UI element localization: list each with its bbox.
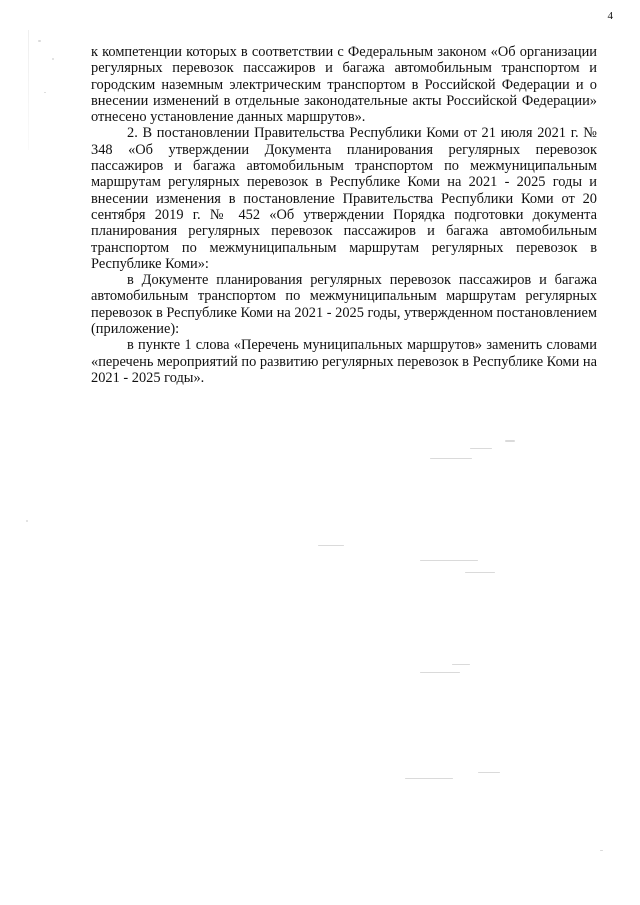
scan-speck bbox=[505, 440, 515, 442]
paragraph-continuation: к компетенции которых в соответствии с Федеральным законом «Об организации регулярных перевозок пассажиров и багажа автомобильным транспортом и городским наземным электрическим транспортом в Российской Федерации и о внесении изменений в отдельные законодательные акты Российской Федерации» отнесено установление данных маршрутов». bbox=[91, 44, 597, 126]
page-number: 4 bbox=[607, 10, 613, 22]
scan-speck bbox=[430, 458, 472, 459]
scan-margin-shadow bbox=[28, 30, 29, 150]
scan-speck bbox=[600, 850, 603, 851]
document-body bbox=[91, 44, 597, 386]
paragraph-item-2: 2. В постановлении Правительства Республики Коми от 21 июля 2021 г. № 348 «Об утверждении Документа планирования регулярных перевозок пассажиров и багажа автомобильным транспортом по межмуниципальным маршрутам регулярных перевозок в Республике Коми на 2021 - 2025 годы и внесении изменения в постановление Правительства Республики Коми от 20 сентября 2019 г. № 452 «Об утверждении Порядка подготовки документа планирования регулярных перевозок пассажиров и багажа автомобильным транспортом по межмуниципальным маршрутам регулярных перевозок в Республике Коми»: bbox=[91, 125, 597, 272]
paragraph-document-planning: в Документе планирования регулярных перевозок пассажиров и багажа автомобильным транспортом по межмуниципальным маршрутам регулярных перевозок в Республике Коми на 2021 - 2025 годы, утвержденном постановлением (приложение): bbox=[91, 272, 597, 338]
scan-speck bbox=[470, 448, 492, 449]
scan-speck bbox=[38, 40, 41, 42]
scan-speck bbox=[465, 572, 495, 573]
scan-speck bbox=[405, 778, 453, 779]
scan-speck bbox=[318, 545, 344, 546]
paragraph-point-1: в пункте 1 слова «Перечень муниципальных маршрутов» заменить словами «перечень мероприятий по развитию регулярных перевозок в Республике Коми на 2021 - 2025 годы». bbox=[91, 337, 597, 386]
scan-speck bbox=[420, 560, 478, 561]
scan-speck bbox=[420, 672, 460, 673]
scan-speck bbox=[478, 772, 500, 773]
scan-speck bbox=[52, 58, 54, 60]
scan-speck bbox=[44, 92, 46, 93]
scan-speck bbox=[452, 664, 470, 665]
scan-speck bbox=[26, 520, 28, 522]
